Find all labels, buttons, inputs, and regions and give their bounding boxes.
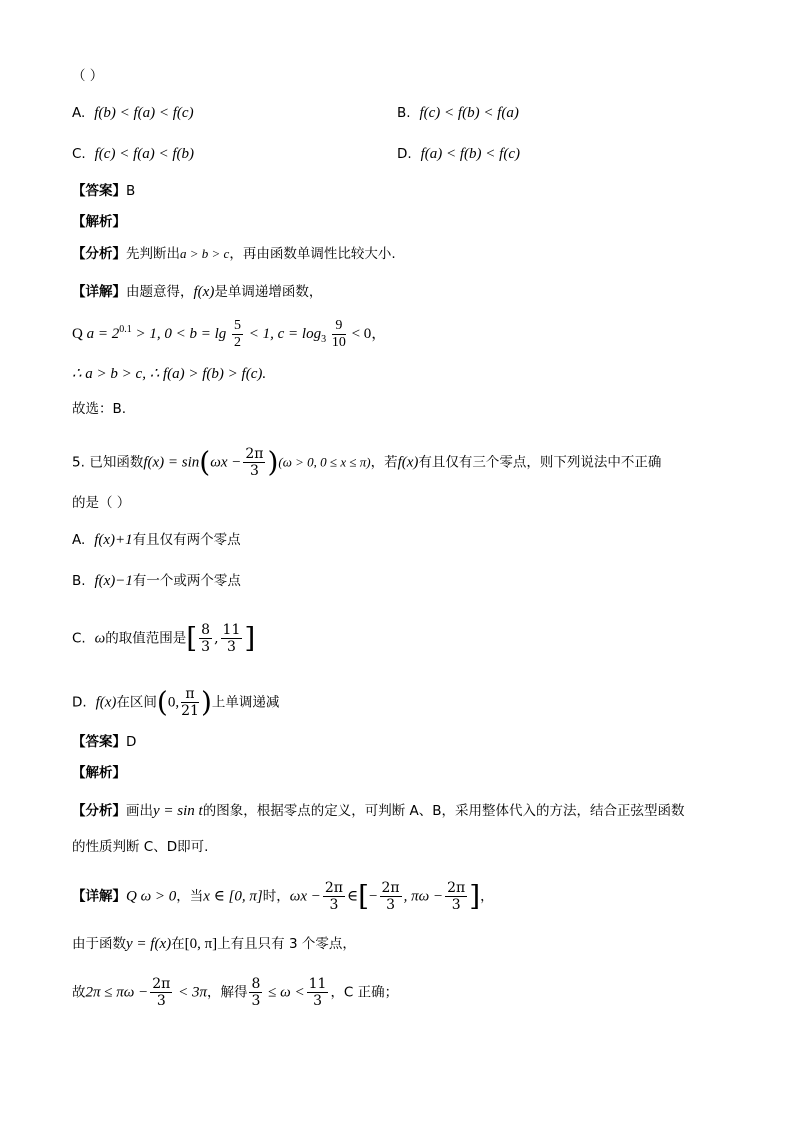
- stem-cond: (ω > 0, 0 ≤ x ≤ π): [278, 454, 371, 470]
- option-label: D.: [397, 146, 412, 162]
- line2-mid: 在: [171, 936, 185, 952]
- q5-option-b: [72, 571, 241, 591]
- fenxi-post: 的图象，根据零点的定义，可判断 A、B，采用整体代入的方法，结合正弦型函数: [202, 803, 685, 819]
- option-text: 在区间: [116, 694, 157, 711]
- option-math: f(b) < f(a) < f(c): [94, 105, 194, 121]
- fraction-8-3: [249, 976, 262, 1009]
- fraction-11-3: [307, 976, 329, 1009]
- left-paren: (: [156, 685, 168, 719]
- because-omega: Q ω > 0: [126, 888, 177, 905]
- left-bracket: [: [358, 879, 370, 913]
- fenxi-tag: 【分析】: [72, 803, 126, 819]
- frac-den: 21: [181, 703, 199, 719]
- stem-wx: ωx −: [210, 454, 242, 471]
- frac-num: 2π: [245, 446, 264, 462]
- stem-fx2: f(x): [397, 454, 419, 471]
- q4-choose: 故选：B.: [72, 401, 127, 417]
- fenxi-tag: 【分析】: [72, 246, 126, 262]
- fenxi-math: y = sin t: [153, 803, 203, 819]
- frac-den: 3: [313, 993, 322, 1009]
- xj-mid: ，当: [176, 888, 204, 905]
- fenxi-pre: 先判断出: [126, 246, 180, 262]
- option-label: C.: [72, 630, 86, 647]
- stem-mid: ，若: [370, 454, 398, 471]
- frac-num: 2π: [324, 880, 343, 896]
- option-label: C.: [72, 146, 86, 162]
- q4-option-c: [72, 144, 194, 164]
- values-end: < 0，: [351, 325, 387, 342]
- right-paren: ): [200, 685, 212, 719]
- right-bracket: ]: [469, 879, 481, 913]
- fraction-2pi-3: [380, 880, 402, 913]
- frac-num: π: [181, 686, 199, 703]
- frac-num: 2π: [381, 880, 400, 896]
- stem-post: 有且仅有三个零点，则下列说法中不正确: [418, 454, 662, 471]
- frac-num: 2π: [447, 880, 466, 896]
- right-bracket: ]: [244, 621, 256, 655]
- q5-analysis-tag: 【解析】: [72, 765, 126, 781]
- q4-option-b: [397, 103, 519, 123]
- line2-interval: [0, π]: [184, 936, 218, 952]
- therefore-text: ∴ a > b > c, ∴ f(a) > f(b) > f(c).: [72, 366, 267, 382]
- q5-stem-line2: 的是（ ）: [72, 495, 131, 511]
- answer-tag: 【答案】: [72, 734, 126, 750]
- frac-den: 2: [234, 335, 242, 350]
- fraction-11-3: [221, 622, 243, 655]
- q4-values-line: [72, 318, 386, 351]
- right-paren: ): [267, 445, 279, 479]
- fraction-2pi-3: [323, 880, 345, 913]
- fraction-pi-21: [181, 686, 199, 719]
- a-def: a = 2: [86, 325, 120, 342]
- option-math: ω: [94, 630, 106, 647]
- fenxi-post: ，再由函数单调性比较大小.: [229, 246, 396, 262]
- fraction-8-3: [199, 622, 212, 655]
- line3-post: ，C 正确；: [330, 984, 399, 1001]
- option-label: D.: [72, 694, 87, 711]
- q5-fenxi: [72, 801, 685, 821]
- because-symbol: Q: [72, 325, 83, 342]
- line2-post: 上有且只有 3 个零点，: [217, 936, 356, 952]
- stem-fx: f(x) = sin: [143, 454, 200, 471]
- fraction-2pi-3: [445, 880, 467, 913]
- option-math: f(c) < f(a) < f(b): [94, 146, 194, 162]
- q5-line2: [72, 934, 356, 954]
- a-rest: > 1, 0 < b = lg: [131, 325, 227, 342]
- frac-den: 10: [331, 335, 346, 350]
- frac-num: 8: [251, 976, 261, 992]
- xiangjie-tag: 【详解】: [72, 888, 126, 905]
- option-math: f(x): [95, 694, 117, 711]
- frac-den: 3: [386, 897, 396, 913]
- fenxi-math: a > b > c: [180, 246, 230, 261]
- answer-value: B: [126, 183, 136, 199]
- line3-lt: < 3π: [174, 984, 207, 1001]
- frac-den: 3: [156, 993, 166, 1009]
- line3-le: ≤ ω <: [264, 984, 305, 1001]
- frac-num: 2π: [152, 976, 171, 992]
- q5-answer: [72, 732, 136, 752]
- answer-value: D: [126, 734, 137, 750]
- left-paren: (: [199, 445, 211, 479]
- q5-xiangjie: [72, 880, 494, 913]
- frac-den: 3: [201, 639, 211, 655]
- line2-pre: 由于函数: [72, 936, 126, 952]
- fraction-2pi-3: [150, 976, 172, 1009]
- option-label: B.: [397, 105, 411, 121]
- line3-ineq: 2π ≤ πω −: [85, 984, 149, 1001]
- q5-fenxi-line2: 的性质判断 C、D即可.: [72, 839, 209, 855]
- q4-fenxi: [72, 244, 396, 264]
- frac-den: 3: [451, 897, 461, 913]
- q5-number: 5.: [72, 454, 85, 471]
- option-text: 有且仅有两个零点: [132, 532, 241, 548]
- a-exp: 0.1: [119, 323, 132, 335]
- c-def: < 1, c = log: [248, 325, 322, 342]
- interval-zero: 0,: [167, 694, 180, 711]
- fraction-5-2: [232, 318, 243, 351]
- fraction-2pi-3: [243, 446, 265, 479]
- option-math: f(x)+1: [94, 532, 133, 548]
- log-base: 3: [321, 333, 327, 345]
- q4-paren: （ ）: [72, 68, 104, 84]
- option-text: 的取值范围是: [105, 630, 187, 647]
- q5-option-d: [72, 686, 279, 719]
- option-math: f(a) < f(b) < f(c): [420, 146, 520, 162]
- option-post: 上单调递减: [211, 694, 280, 711]
- frac-num: 5: [234, 318, 242, 333]
- frac-num: 11: [308, 976, 327, 992]
- xj-when: 时，: [262, 888, 290, 905]
- xiangjie-post: 是单调递增函数，: [214, 284, 323, 300]
- stem-pre: 已知函数: [89, 454, 144, 471]
- xj-end: ，: [480, 888, 494, 905]
- q5-option-a: [72, 530, 241, 550]
- fenxi-pre: 画出: [126, 803, 153, 819]
- xj-neg: −: [369, 888, 378, 905]
- frac-den: 3: [249, 463, 259, 479]
- q4-therefore: [72, 364, 266, 384]
- frac-num: 9: [332, 318, 346, 335]
- xiangjie-math: f(x): [193, 284, 215, 300]
- q4-answer: [72, 181, 135, 201]
- frac-num: 8: [201, 622, 211, 638]
- q4-option-a: [72, 103, 194, 123]
- xj-in: ∈: [346, 888, 359, 905]
- xj-wx: ωx −: [289, 888, 321, 905]
- option-math: f(c) < f(b) < f(a): [419, 105, 519, 121]
- xiangjie-tag: 【详解】: [72, 284, 126, 300]
- frac-den: 3: [329, 897, 339, 913]
- option-label: A.: [72, 105, 86, 121]
- fraction-9-10: [332, 318, 346, 351]
- option-label: B.: [72, 573, 86, 589]
- option-label: A.: [72, 532, 86, 548]
- line2-math: y = f(x): [126, 936, 172, 952]
- option-math: f(x)−1: [94, 573, 133, 589]
- q4-xiangjie: [72, 282, 322, 302]
- q5-option-c: C. ω的取值范围是[ $\frac{8}{3}$ , $\frac{11}{3}$ ]: [72, 621, 256, 655]
- answer-tag: 【答案】: [72, 183, 126, 199]
- xj-piw: , πω −: [403, 888, 444, 905]
- xj-x-range: x ∈ [0, π]: [203, 888, 263, 905]
- q5-line3: [72, 976, 398, 1009]
- frac-num: 11: [222, 622, 241, 638]
- q4-option-d: [397, 144, 520, 164]
- xiangjie-pre: 由题意得，: [126, 284, 194, 300]
- option-text: 有一个或两个零点: [132, 573, 241, 589]
- frac-den: 3: [226, 639, 236, 655]
- frac-den: 3: [251, 993, 261, 1009]
- left-bracket: [: [186, 621, 198, 655]
- q4-analysis-tag: 【解析】: [72, 214, 126, 230]
- q5-stem: [72, 446, 661, 479]
- line3-pre: 故: [72, 984, 86, 1001]
- line3-mid: ，解得: [206, 984, 248, 1001]
